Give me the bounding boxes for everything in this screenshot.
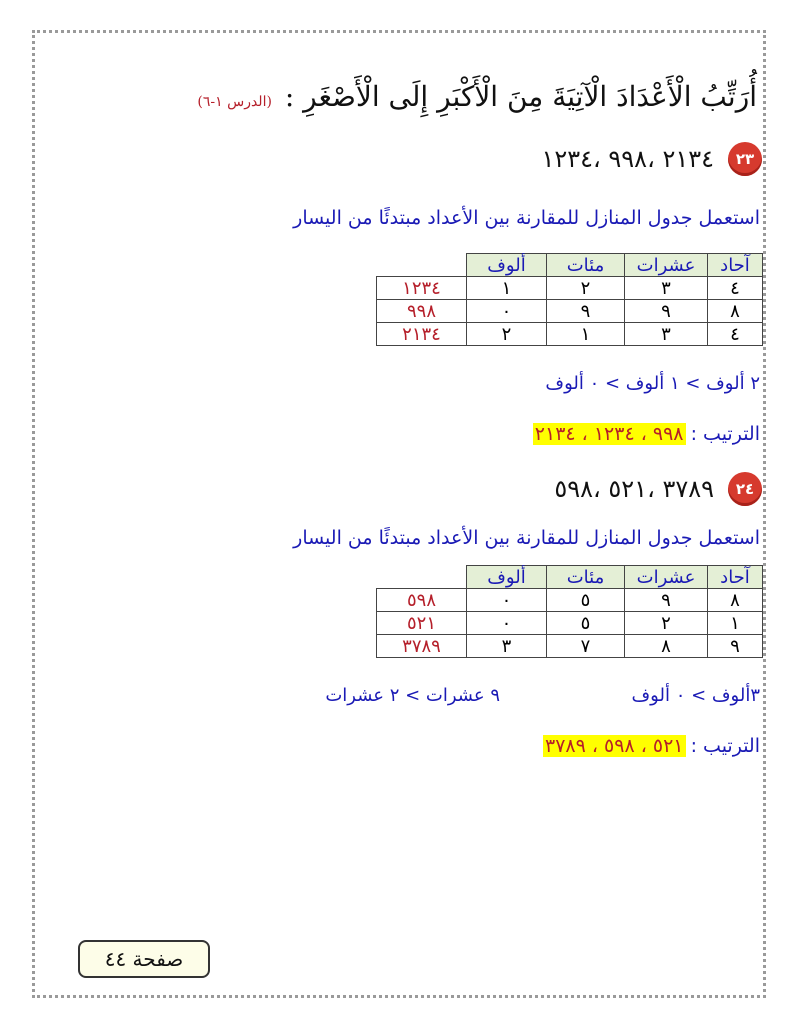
order-answer: ٩٩٨ ، ١٢٣٤ ، ٢١٣٤	[534, 423, 684, 445]
place-value-table-23	[376, 253, 763, 346]
order-label: الترتيب :	[690, 735, 760, 757]
lesson-reference: (الدرس ١-٦)	[197, 94, 272, 110]
cell-number: ٥٩٨	[377, 589, 467, 612]
cell-thousands: ٣	[467, 635, 547, 658]
header-thousands: ألوف	[467, 254, 547, 277]
table-row	[377, 635, 763, 658]
cell-ones: ٩	[708, 635, 763, 658]
cell-number: ٩٩٨	[377, 300, 467, 323]
table-header-row	[377, 566, 763, 589]
place-value-table-24	[376, 565, 763, 658]
cell-number: ٣٧٨٩	[377, 635, 467, 658]
table-row	[377, 612, 763, 635]
cell-tens: ٨	[625, 635, 708, 658]
question-24-instruction: استعمل جدول المنازل للمقارنة بين الأعداد مبتدئًا من اليسار	[293, 527, 760, 549]
page-number: صفحة ٤٤	[78, 940, 210, 978]
cell-hundreds: ٥	[547, 589, 625, 612]
cell-number: ٢١٣٤	[377, 323, 467, 346]
question-24-comparison-tens: ٩ عشرات > ٢ عشرات	[325, 685, 500, 706]
cell-thousands: ٠	[467, 589, 547, 612]
question-24-numbers: ٣٧٨٩ ،٥٢١ ،٥٩٨	[554, 475, 714, 503]
cell-hundreds: ١	[547, 323, 625, 346]
table-row	[377, 589, 763, 612]
exercise-heading	[197, 80, 757, 113]
cell-hundreds: ٧	[547, 635, 625, 658]
header-tens: عشرات	[625, 254, 708, 277]
header-hundreds: مئات	[547, 566, 625, 589]
table-row	[377, 323, 763, 346]
header-hundreds: مئات	[547, 254, 625, 277]
cell-tens: ٢	[625, 612, 708, 635]
cell-tens: ٣	[625, 323, 708, 346]
table-row	[377, 300, 763, 323]
header-thousands: ألوف	[467, 566, 547, 589]
cell-number: ٥٢١	[377, 612, 467, 635]
cell-ones: ٤	[708, 323, 763, 346]
question-23-numbers: ٢١٣٤ ،٩٩٨ ،١٢٣٤	[541, 145, 714, 173]
cell-tens: ٣	[625, 277, 708, 300]
cell-ones: ٨	[708, 589, 763, 612]
cell-hundreds: ٩	[547, 300, 625, 323]
question-23-instruction: استعمل جدول المنازل للمقارنة بين الأعداد مبتدئًا من اليسار	[293, 207, 760, 229]
table-header-row	[377, 254, 763, 277]
question-23-order	[533, 423, 760, 445]
header-ones: آحاد	[708, 566, 763, 589]
order-label: الترتيب :	[690, 423, 760, 445]
cell-thousands: ٠	[467, 612, 547, 635]
cell-number: ١٢٣٤	[377, 277, 467, 300]
cell-hundreds: ٢	[547, 277, 625, 300]
question-23-header	[541, 142, 762, 176]
question-24-order	[543, 735, 760, 757]
cell-thousands: ١	[467, 277, 547, 300]
cell-ones: ١	[708, 612, 763, 635]
question-23-badge: ٢٣	[728, 142, 762, 176]
cell-thousands: ٠	[467, 300, 547, 323]
question-24-badge: ٢٤	[728, 472, 762, 506]
table-row	[377, 277, 763, 300]
header-tens: عشرات	[625, 566, 708, 589]
cell-tens: ٩	[625, 589, 708, 612]
question-23-comparison: ٢ ألوف > ١ ألوف > ٠ ألوف	[545, 373, 760, 394]
heading-text: أُرَتِّبُ الْأَعْدَادَ الْآتِيَةَ مِنَ الْأَكْبَرِ إِلَى الْأَصْغَرِ :	[284, 80, 757, 113]
cell-tens: ٩	[625, 300, 708, 323]
cell-thousands: ٢	[467, 323, 547, 346]
cell-hundreds: ٥	[547, 612, 625, 635]
question-24-header	[554, 472, 762, 506]
cell-ones: ٨	[708, 300, 763, 323]
order-answer: ٥٢١ ، ٥٩٨ ، ٣٧٨٩	[544, 735, 684, 757]
question-24-comparison-thousands: ٣ألوف > ٠ ألوف	[631, 685, 760, 706]
cell-ones: ٤	[708, 277, 763, 300]
header-ones: آحاد	[708, 254, 763, 277]
